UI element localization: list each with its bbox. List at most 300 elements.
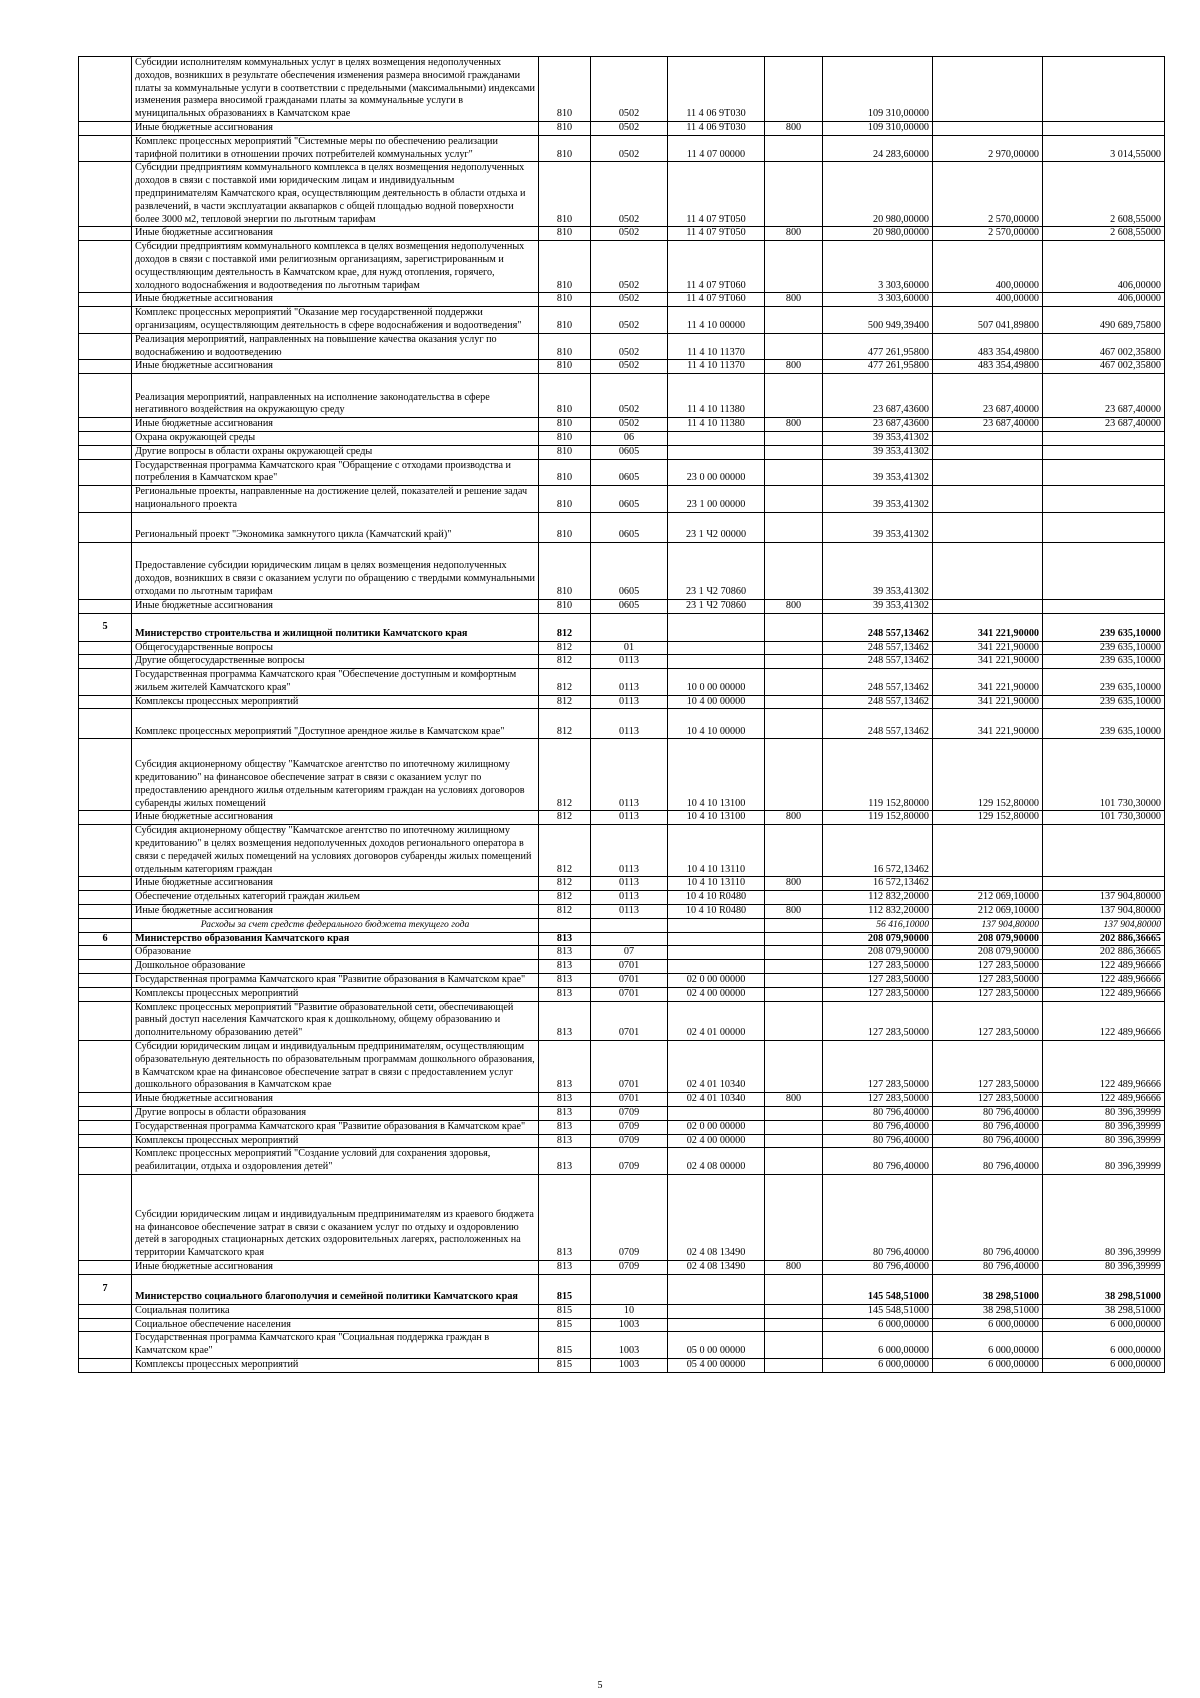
- amount-year-1-cell: 80 796,40000: [823, 1134, 933, 1148]
- amount-year-2-cell: 129 152,80000: [933, 739, 1043, 811]
- amount-year-1-cell: 112 832,20000: [823, 891, 933, 905]
- amount-year-3-cell: 23 687,40000: [1043, 418, 1165, 432]
- row-number-cell: [79, 459, 132, 486]
- administrator-code-cell: 812: [539, 891, 591, 905]
- amount-year-3-cell: 239 635,10000: [1043, 655, 1165, 669]
- section-code-cell: 0709: [591, 1175, 668, 1261]
- table-row: [79, 987, 1165, 1001]
- administrator-code-cell: 812: [539, 905, 591, 919]
- administrator-code-cell: 810: [539, 307, 591, 334]
- section-code-cell: 0113: [591, 825, 668, 877]
- section-code-cell: 0701: [591, 960, 668, 974]
- administrator-code-cell: 810: [539, 431, 591, 445]
- amount-year-2-cell: 129 152,80000: [933, 811, 1043, 825]
- expense-type-cell: 800: [765, 905, 823, 919]
- expense-type-cell: [765, 162, 823, 227]
- section-code-cell: 06: [591, 431, 668, 445]
- table-row: [79, 960, 1165, 974]
- row-number-cell: [79, 57, 132, 122]
- administrator-code-cell: 810: [539, 486, 591, 513]
- expense-type-cell: 800: [765, 1261, 823, 1275]
- amount-year-3-cell: 122 489,96666: [1043, 974, 1165, 988]
- row-number-cell: [79, 227, 132, 241]
- administrator-code-cell: 810: [539, 135, 591, 162]
- table-row: [79, 1134, 1165, 1148]
- item-name-cell: Субсидия акционерному обществу "Камчатское агентство по ипотечному жилищному кредитованию" на финансовое обеспечение затрат в связи с оказанием услуг по предоставлению арендного жилья отдельным категориям граждан на условиях договоров субаренды жилых помещений: [132, 739, 539, 811]
- expense-type-cell: [765, 542, 823, 599]
- item-name-cell: Другие общегосударственные вопросы: [132, 655, 539, 669]
- amount-year-1-cell: 39 353,41302: [823, 599, 933, 613]
- amount-year-2-cell: [933, 121, 1043, 135]
- target-article-cell: [668, 613, 765, 641]
- item-name-cell: Дошкольное образование: [132, 960, 539, 974]
- target-article-cell: [668, 1304, 765, 1318]
- row-number-cell: [79, 669, 132, 696]
- expense-type-cell: [765, 1120, 823, 1134]
- table-row: [79, 293, 1165, 307]
- amount-year-3-cell: 137 904,80000: [1043, 891, 1165, 905]
- administrator-code-cell: 813: [539, 946, 591, 960]
- table-row: [79, 1358, 1165, 1372]
- amount-year-1-cell: 145 548,51000: [823, 1304, 933, 1318]
- amount-year-2-cell: 6 000,00000: [933, 1332, 1043, 1359]
- target-article-cell: 11 4 07 9Т060: [668, 241, 765, 293]
- table-row: [79, 512, 1165, 542]
- administrator-code-cell: 810: [539, 227, 591, 241]
- item-name-cell: Иные бюджетные ассигнования: [132, 418, 539, 432]
- amount-year-2-cell: 80 796,40000: [933, 1175, 1043, 1261]
- amount-year-1-cell: 39 353,41302: [823, 512, 933, 542]
- administrator-code-cell: 813: [539, 1148, 591, 1175]
- amount-year-1-cell: 24 283,60000: [823, 135, 933, 162]
- section-code-cell: 0502: [591, 418, 668, 432]
- expense-type-cell: [765, 932, 823, 946]
- section-code-cell: 0701: [591, 974, 668, 988]
- table-row: [79, 613, 1165, 641]
- amount-year-2-cell: 341 221,90000: [933, 695, 1043, 709]
- item-name-cell: Государственная программа Камчатского края "Развитие образования в Камчатском крае": [132, 974, 539, 988]
- item-name-cell: Иные бюджетные ассигнования: [132, 877, 539, 891]
- amount-year-3-cell: 80 396,39999: [1043, 1134, 1165, 1148]
- amount-year-2-cell: 6 000,00000: [933, 1358, 1043, 1372]
- amount-year-2-cell: 212 069,10000: [933, 891, 1043, 905]
- expense-type-cell: [765, 739, 823, 811]
- row-number-cell: [79, 162, 132, 227]
- item-name-cell: Комплекс процессных мероприятий "Доступное арендное жилье в Камчатском крае": [132, 709, 539, 739]
- amount-year-3-cell: 467 002,35800: [1043, 333, 1165, 360]
- table-row: [79, 1041, 1165, 1093]
- amount-year-3-cell: 406,00000: [1043, 241, 1165, 293]
- amount-year-1-cell: 248 557,13462: [823, 669, 933, 696]
- amount-year-3-cell: [1043, 825, 1165, 877]
- item-name-cell: Комплекс процессных мероприятий "Создание условий для сохранения здоровья, реабилитации, отдыха и оздоровления детей": [132, 1148, 539, 1175]
- amount-year-1-cell: 477 261,95800: [823, 360, 933, 374]
- section-code-cell: 0701: [591, 1001, 668, 1040]
- amount-year-1-cell: 39 353,41302: [823, 542, 933, 599]
- item-name-cell: Обеспечение отдельных категорий граждан жильем: [132, 891, 539, 905]
- row-number-cell: [79, 891, 132, 905]
- row-number-cell: [79, 599, 132, 613]
- row-number-cell: [79, 374, 132, 418]
- row-number-cell: [79, 1304, 132, 1318]
- administrator-code-cell: 810: [539, 512, 591, 542]
- table-row: [79, 695, 1165, 709]
- amount-year-1-cell: 127 283,50000: [823, 960, 933, 974]
- amount-year-3-cell: [1043, 486, 1165, 513]
- target-article-cell: [668, 445, 765, 459]
- section-code-cell: 0701: [591, 1093, 668, 1107]
- item-name-cell: Социальная политика: [132, 1304, 539, 1318]
- administrator-code-cell: 812: [539, 641, 591, 655]
- table-row: [79, 1107, 1165, 1121]
- target-article-cell: 02 4 00 00000: [668, 1134, 765, 1148]
- amount-year-2-cell: 23 687,40000: [933, 418, 1043, 432]
- amount-year-3-cell: [1043, 121, 1165, 135]
- amount-year-1-cell: 127 283,50000: [823, 1001, 933, 1040]
- item-name-cell: Социальное обеспечение населения: [132, 1318, 539, 1332]
- amount-year-1-cell: 109 310,00000: [823, 57, 933, 122]
- amount-year-1-cell: 20 980,00000: [823, 162, 933, 227]
- expense-type-cell: [765, 987, 823, 1001]
- section-code-cell: 10: [591, 1304, 668, 1318]
- table-row: [79, 669, 1165, 696]
- administrator-code-cell: 815: [539, 1318, 591, 1332]
- amount-year-3-cell: 202 886,36665: [1043, 932, 1165, 946]
- administrator-code-cell: 810: [539, 374, 591, 418]
- amount-year-2-cell: 23 687,40000: [933, 374, 1043, 418]
- item-name-cell: Расходы за счет средств федерального бюджета текущего года: [132, 918, 539, 932]
- amount-year-1-cell: 477 261,95800: [823, 333, 933, 360]
- amount-year-3-cell: 38 298,51000: [1043, 1304, 1165, 1318]
- amount-year-3-cell: 122 489,96666: [1043, 960, 1165, 974]
- administrator-code-cell: 813: [539, 1093, 591, 1107]
- table-row: [79, 360, 1165, 374]
- target-article-cell: 02 4 08 13490: [668, 1261, 765, 1275]
- administrator-code-cell: 812: [539, 669, 591, 696]
- target-article-cell: [668, 932, 765, 946]
- administrator-code-cell: 812: [539, 739, 591, 811]
- item-name-cell: Комплексы процессных мероприятий: [132, 1134, 539, 1148]
- section-code-cell: 0113: [591, 669, 668, 696]
- expense-type-cell: 800: [765, 877, 823, 891]
- table-row: [79, 709, 1165, 739]
- expense-type-cell: [765, 1041, 823, 1093]
- administrator-code-cell: 813: [539, 1041, 591, 1093]
- expense-type-cell: [765, 946, 823, 960]
- target-article-cell: 23 1 Ч2 70860: [668, 542, 765, 599]
- amount-year-1-cell: 109 310,00000: [823, 121, 933, 135]
- item-name-cell: Иные бюджетные ассигнования: [132, 227, 539, 241]
- expense-type-cell: [765, 445, 823, 459]
- administrator-code-cell: 812: [539, 613, 591, 641]
- section-code-cell: 0502: [591, 162, 668, 227]
- expense-type-cell: [765, 655, 823, 669]
- amount-year-2-cell: 38 298,51000: [933, 1274, 1043, 1304]
- amount-year-1-cell: 20 980,00000: [823, 227, 933, 241]
- section-code-cell: 0113: [591, 905, 668, 919]
- item-name-cell: Образование: [132, 946, 539, 960]
- amount-year-2-cell: 127 283,50000: [933, 974, 1043, 988]
- section-code-cell: 01: [591, 641, 668, 655]
- amount-year-1-cell: 248 557,13462: [823, 695, 933, 709]
- row-number-cell: [79, 825, 132, 877]
- section-code-cell: 0701: [591, 987, 668, 1001]
- section-code-cell: 0605: [591, 445, 668, 459]
- item-name-cell: Министерство строительства и жилищной политики Камчатского края: [132, 613, 539, 641]
- expense-type-cell: [765, 1318, 823, 1332]
- item-name-cell: Государственная программа Камчатского края "Обращение с отходами производства и потребления в Камчатском крае": [132, 459, 539, 486]
- amount-year-2-cell: [933, 512, 1043, 542]
- amount-year-1-cell: 3 303,60000: [823, 293, 933, 307]
- item-name-cell: Субсидия акционерному обществу "Камчатское агентство по ипотечному жилищному кредитованию" в целях возмещения недополученных доходов регионального оператора в связи с передачей жилых помещений на условиях договоров субаренды жилых помещений отдельным категориям граждан: [132, 825, 539, 877]
- row-number-cell: [79, 1120, 132, 1134]
- amount-year-1-cell: 119 152,80000: [823, 739, 933, 811]
- amount-year-3-cell: 80 396,39999: [1043, 1120, 1165, 1134]
- amount-year-2-cell: [933, 445, 1043, 459]
- expense-type-cell: 800: [765, 599, 823, 613]
- item-name-cell: Комплекс процессных мероприятий "Оказание мер государственной поддержки организациям, осуществляющим деятельность в сфере водоснабжения и водоотведения": [132, 307, 539, 334]
- expense-type-cell: 800: [765, 1093, 823, 1107]
- target-article-cell: 23 0 00 00000: [668, 459, 765, 486]
- expense-type-cell: [765, 374, 823, 418]
- section-code-cell: [591, 1274, 668, 1304]
- section-code-cell: 0605: [591, 512, 668, 542]
- item-name-cell: Иные бюджетные ассигнования: [132, 293, 539, 307]
- row-number-cell: [79, 641, 132, 655]
- amount-year-1-cell: 127 283,50000: [823, 1093, 933, 1107]
- amount-year-2-cell: 2 570,00000: [933, 227, 1043, 241]
- target-article-cell: 23 1 00 00000: [668, 486, 765, 513]
- item-name-cell: Государственная программа Камчатского края "Обеспечение доступным и комфортным жильем жителей Камчатского края": [132, 669, 539, 696]
- target-article-cell: 02 4 01 10340: [668, 1041, 765, 1093]
- expense-type-cell: [765, 307, 823, 334]
- table-row: [79, 891, 1165, 905]
- table-row: [79, 57, 1165, 122]
- table-row: [79, 121, 1165, 135]
- expense-type-cell: 800: [765, 360, 823, 374]
- item-name-cell: Другие вопросы в области образования: [132, 1107, 539, 1121]
- item-name-cell: Комплекс процессных мероприятий "Развитие образовательной сети, обеспечивающей равный доступ населения Камчатского края к дошкольному, общему образованию и дополнительному образованию детей": [132, 1001, 539, 1040]
- amount-year-3-cell: 490 689,75800: [1043, 307, 1165, 334]
- amount-year-2-cell: 208 079,90000: [933, 946, 1043, 960]
- item-name-cell: Министерство образования Камчатского края: [132, 932, 539, 946]
- target-article-cell: [668, 946, 765, 960]
- administrator-code-cell: 813: [539, 960, 591, 974]
- section-code-cell: 0113: [591, 739, 668, 811]
- row-number-cell: [79, 695, 132, 709]
- expense-type-cell: [765, 1358, 823, 1372]
- amount-year-1-cell: 39 353,41302: [823, 459, 933, 486]
- expense-type-cell: 800: [765, 811, 823, 825]
- amount-year-3-cell: 202 886,36665: [1043, 946, 1165, 960]
- amount-year-1-cell: 6 000,00000: [823, 1318, 933, 1332]
- amount-year-2-cell: [933, 825, 1043, 877]
- target-article-cell: 02 4 01 00000: [668, 1001, 765, 1040]
- row-number-cell: [79, 1148, 132, 1175]
- row-number-cell: [79, 877, 132, 891]
- row-number-cell: [79, 542, 132, 599]
- row-number-cell: [79, 1041, 132, 1093]
- target-article-cell: 10 4 10 13110: [668, 877, 765, 891]
- expense-type-cell: [765, 431, 823, 445]
- item-name-cell: Иные бюджетные ассигнования: [132, 811, 539, 825]
- administrator-code-cell: 815: [539, 1304, 591, 1318]
- administrator-code-cell: 815: [539, 1274, 591, 1304]
- amount-year-3-cell: 122 489,96666: [1043, 987, 1165, 1001]
- administrator-code-cell: 812: [539, 877, 591, 891]
- amount-year-2-cell: 127 283,50000: [933, 1001, 1043, 1040]
- section-code-cell: 0605: [591, 459, 668, 486]
- amount-year-2-cell: 127 283,50000: [933, 1041, 1043, 1093]
- item-name-cell: Субсидии предприятиям коммунального комплекса в целях возмещения недополученных доходов в связи с поставкой ими религиозным организациям, зарегистрированным и осуществляющим деятельность в Камчатском крае, для нужд отопления, горячего, холодного водоснабжения и водоотведения по льготным тарифам: [132, 241, 539, 293]
- expense-type-cell: 800: [765, 121, 823, 135]
- amount-year-3-cell: 2 608,55000: [1043, 227, 1165, 241]
- item-name-cell: Субсидии юридическим лицам и индивидуальным предпринимателям, осуществляющим образовательную деятельность по образовательным программам дошкольного образования, в Камчатском крае на финансовое обеспечение затрат в связи с предоставлением услуг дошкольного образования в Камчатском крае: [132, 1041, 539, 1093]
- section-code-cell: 1003: [591, 1332, 668, 1359]
- expense-type-cell: [765, 1274, 823, 1304]
- amount-year-2-cell: 2 570,00000: [933, 162, 1043, 227]
- target-article-cell: 02 0 00 00000: [668, 974, 765, 988]
- administrator-code-cell: 810: [539, 121, 591, 135]
- administrator-code-cell: 812: [539, 709, 591, 739]
- table-row: [79, 333, 1165, 360]
- amount-year-3-cell: 122 489,96666: [1043, 1001, 1165, 1040]
- amount-year-1-cell: 56 416,10000: [823, 918, 933, 932]
- target-article-cell: 10 0 00 00000: [668, 669, 765, 696]
- amount-year-1-cell: 248 557,13462: [823, 655, 933, 669]
- expense-type-cell: [765, 1175, 823, 1261]
- row-number-cell: [79, 709, 132, 739]
- target-article-cell: 11 4 10 11370: [668, 333, 765, 360]
- section-code-cell: 0502: [591, 135, 668, 162]
- target-article-cell: [668, 641, 765, 655]
- amount-year-2-cell: 483 354,49800: [933, 360, 1043, 374]
- row-number-cell: [79, 974, 132, 988]
- amount-year-1-cell: 80 796,40000: [823, 1107, 933, 1121]
- row-number-cell: [79, 135, 132, 162]
- target-article-cell: 02 4 08 13490: [668, 1175, 765, 1261]
- table-row: [79, 307, 1165, 334]
- expense-type-cell: [765, 669, 823, 696]
- amount-year-1-cell: 39 353,41302: [823, 486, 933, 513]
- table-row: [79, 1093, 1165, 1107]
- row-number-cell: [79, 946, 132, 960]
- target-article-cell: 11 4 07 9Т060: [668, 293, 765, 307]
- row-number-cell: [79, 293, 132, 307]
- administrator-code-cell: 810: [539, 445, 591, 459]
- target-article-cell: [668, 655, 765, 669]
- row-number-cell: [79, 241, 132, 293]
- row-number-cell: [79, 307, 132, 334]
- target-article-cell: 02 4 01 10340: [668, 1093, 765, 1107]
- target-article-cell: 11 4 10 00000: [668, 307, 765, 334]
- amount-year-3-cell: 80 396,39999: [1043, 1175, 1165, 1261]
- amount-year-3-cell: 2 608,55000: [1043, 162, 1165, 227]
- amount-year-2-cell: 127 283,50000: [933, 1093, 1043, 1107]
- amount-year-1-cell: 80 796,40000: [823, 1175, 933, 1261]
- section-code-cell: 0113: [591, 811, 668, 825]
- table-row: [79, 1175, 1165, 1261]
- amount-year-1-cell: 208 079,90000: [823, 932, 933, 946]
- target-article-cell: 10 4 10 R0480: [668, 891, 765, 905]
- amount-year-2-cell: 80 796,40000: [933, 1120, 1043, 1134]
- row-number-cell: [79, 918, 132, 932]
- row-number-cell: 5: [79, 613, 132, 641]
- row-number-cell: [79, 512, 132, 542]
- expense-type-cell: [765, 1001, 823, 1040]
- expense-type-cell: [765, 459, 823, 486]
- section-code-cell: 0502: [591, 227, 668, 241]
- table-row: [79, 1261, 1165, 1275]
- amount-year-3-cell: 6 000,00000: [1043, 1332, 1165, 1359]
- amount-year-2-cell: 80 796,40000: [933, 1148, 1043, 1175]
- table-row: [79, 599, 1165, 613]
- amount-year-2-cell: 80 796,40000: [933, 1107, 1043, 1121]
- row-number-cell: [79, 1107, 132, 1121]
- amount-year-3-cell: 239 635,10000: [1043, 613, 1165, 641]
- expense-type-cell: 800: [765, 293, 823, 307]
- section-code-cell: 0709: [591, 1120, 668, 1134]
- section-code-cell: 0709: [591, 1261, 668, 1275]
- target-article-cell: [668, 960, 765, 974]
- expense-type-cell: [765, 1304, 823, 1318]
- table-row: [79, 374, 1165, 418]
- table-row: [79, 946, 1165, 960]
- item-name-cell: Субсидии предприятиям коммунального комплекса в целях возмещения недополученных доходов в связи с поставкой ими юридическим лицам и индивидуальным предпринимателям Камчатского края, осуществляющим деятельность в области отдыха и развлечений, в части эксплуатации аквапарков с общей площадью водной поверхности более 3000 м2, тепловой энергии по льготным тарифам: [132, 162, 539, 227]
- administrator-code-cell: 815: [539, 1332, 591, 1359]
- section-code-cell: 1003: [591, 1318, 668, 1332]
- expense-type-cell: [765, 825, 823, 877]
- amount-year-3-cell: 80 396,39999: [1043, 1148, 1165, 1175]
- table-row: [79, 877, 1165, 891]
- amount-year-2-cell: 341 221,90000: [933, 613, 1043, 641]
- section-code-cell: 0502: [591, 333, 668, 360]
- amount-year-3-cell: [1043, 542, 1165, 599]
- item-name-cell: Комплексы процессных мероприятий: [132, 987, 539, 1001]
- expense-type-cell: [765, 695, 823, 709]
- amount-year-3-cell: 101 730,30000: [1043, 811, 1165, 825]
- administrator-code-cell: 813: [539, 987, 591, 1001]
- amount-year-2-cell: 341 221,90000: [933, 669, 1043, 696]
- section-code-cell: 0502: [591, 241, 668, 293]
- target-article-cell: [668, 1318, 765, 1332]
- amount-year-2-cell: 341 221,90000: [933, 641, 1043, 655]
- row-number-cell: [79, 739, 132, 811]
- table-row: [79, 135, 1165, 162]
- item-name-cell: Предоставление субсидии юридическим лицам в целях возмещения недополученных доходов, возникших в связи с оказанием услуги по обращению с твердыми коммунальными отходами по льготным тарифам: [132, 542, 539, 599]
- administrator-code-cell: 813: [539, 1107, 591, 1121]
- amount-year-1-cell: 127 283,50000: [823, 974, 933, 988]
- amount-year-1-cell: 80 796,40000: [823, 1148, 933, 1175]
- amount-year-1-cell: 39 353,41302: [823, 445, 933, 459]
- section-code-cell: 0605: [591, 486, 668, 513]
- amount-year-1-cell: 112 832,20000: [823, 905, 933, 919]
- target-article-cell: 02 0 00 00000: [668, 1120, 765, 1134]
- amount-year-1-cell: 39 353,41302: [823, 431, 933, 445]
- target-article-cell: 05 0 00 00000: [668, 1332, 765, 1359]
- administrator-code-cell: 810: [539, 459, 591, 486]
- amount-year-3-cell: 239 635,10000: [1043, 695, 1165, 709]
- target-article-cell: 10 4 10 R0480: [668, 905, 765, 919]
- target-article-cell: 10 4 10 13100: [668, 811, 765, 825]
- expense-type-cell: [765, 641, 823, 655]
- administrator-code-cell: 813: [539, 1134, 591, 1148]
- table-row: [79, 739, 1165, 811]
- item-name-cell: Государственная программа Камчатского края "Социальная поддержка граждан в Камчатском крае": [132, 1332, 539, 1359]
- table-row: [79, 1304, 1165, 1318]
- table-row: [79, 1318, 1165, 1332]
- item-name-cell: Субсидии исполнителям коммунальных услуг в целях возмещения недополученных доходов, возникших в результате обеспечения изменения размера вносимой гражданами платы за коммунальные услуги в соответствии с предельными (максимальными) индексами изменения размера вносимой гражданами платы за коммунальные услуги в муниципальных образованиях в Камчатском крае: [132, 57, 539, 122]
